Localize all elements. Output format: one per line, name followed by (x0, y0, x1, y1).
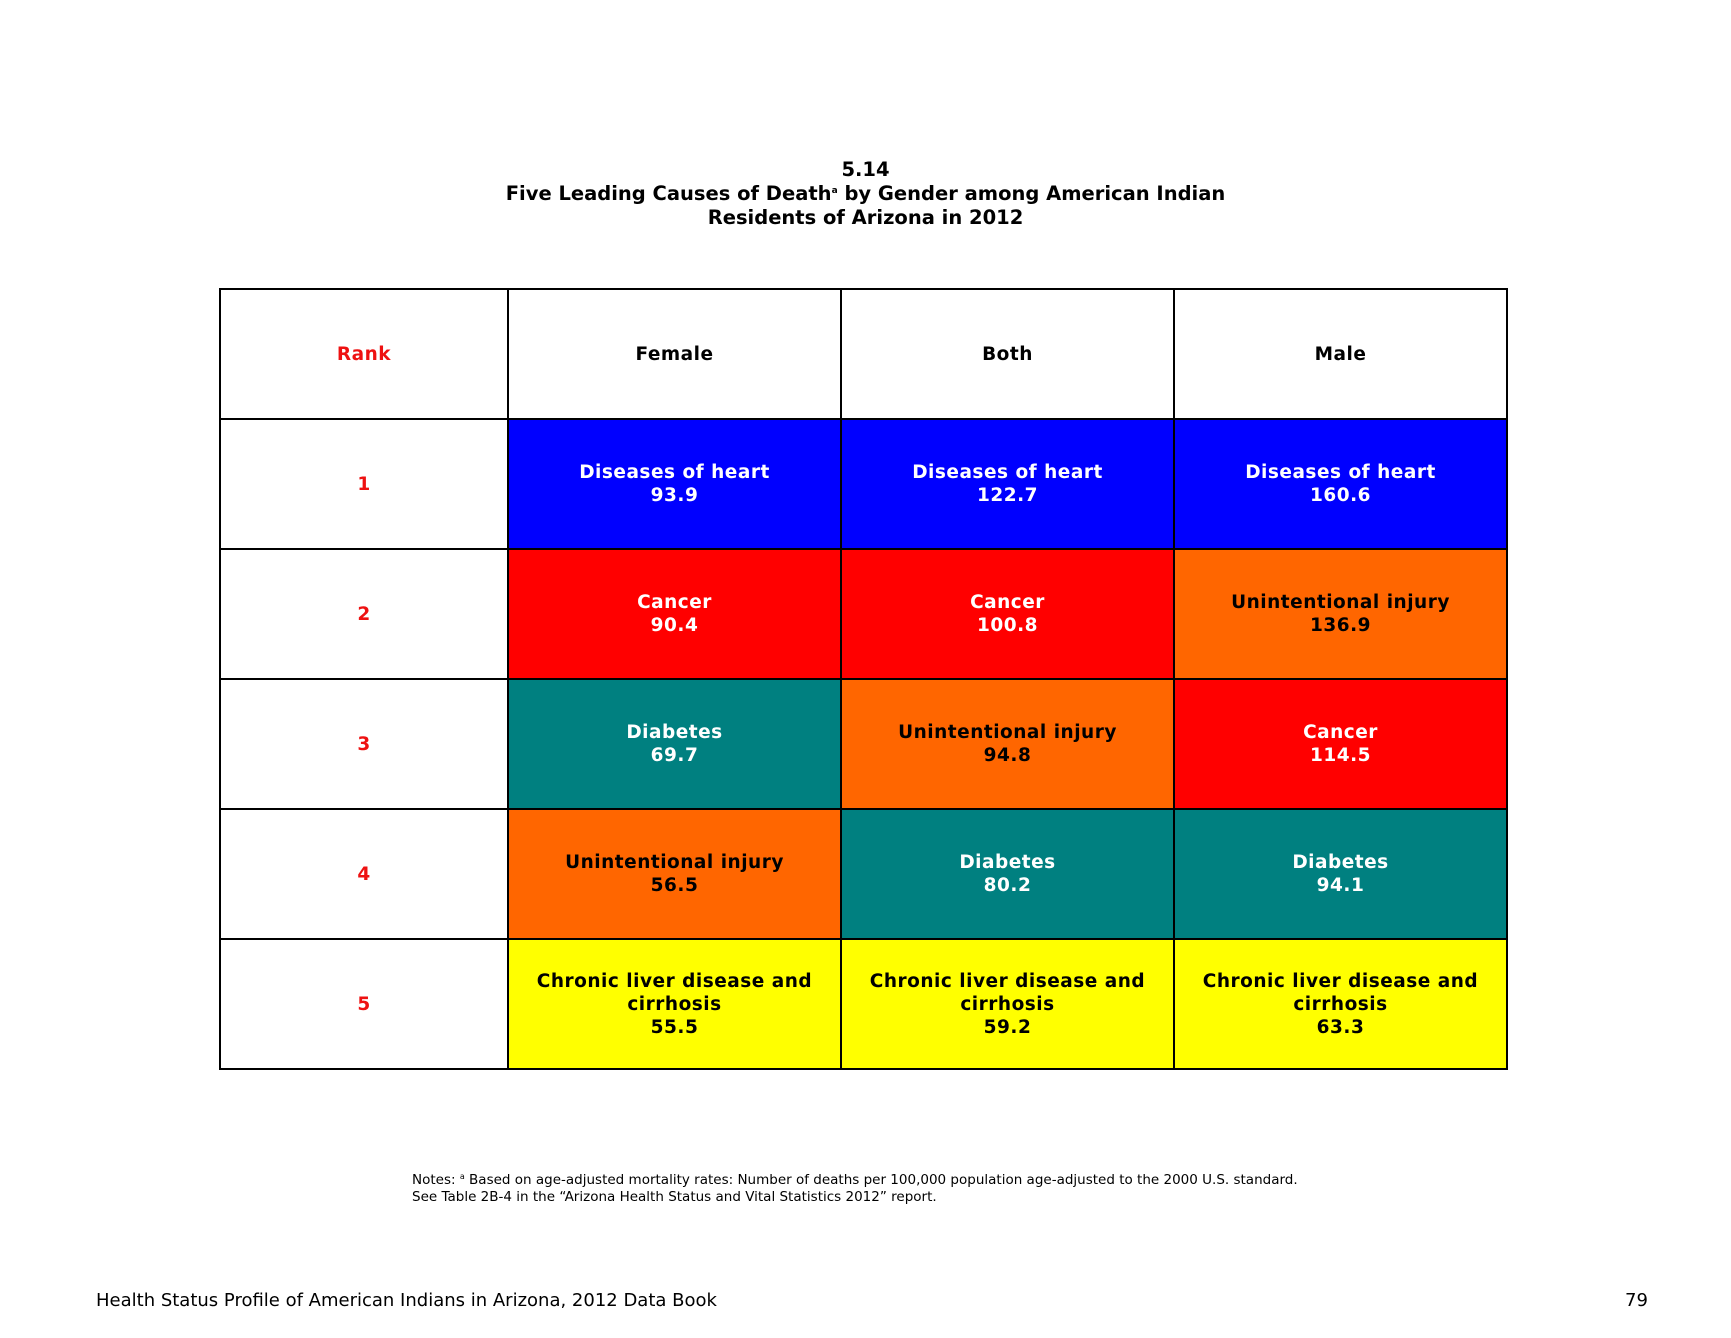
cause-name: Unintentional injury (898, 722, 1117, 743)
title-line-1-rest: by Gender among American Indian (837, 182, 1226, 205)
female-cause-cell (508, 679, 841, 809)
causes-of-death-table (219, 288, 1508, 1070)
cause-rate: 63.3 (1316, 1016, 1365, 1038)
cause-name: Chronic liver disease and cirrhosis (869, 970, 1146, 1015)
header-male: Male (1174, 289, 1507, 419)
cause-name: Chronic liver disease and cirrhosis (536, 970, 813, 1015)
rank-cell: 5 (220, 939, 508, 1069)
both-cause-cell (841, 549, 1174, 679)
both-cause-cell (841, 679, 1174, 809)
table-row (220, 679, 1507, 809)
cause-rate: 94.8 (983, 745, 1032, 766)
rank-cell: 2 (220, 549, 508, 679)
table-notes (412, 1172, 1298, 1206)
table-row (220, 549, 1507, 679)
cause-rate: 114.5 (1309, 745, 1372, 766)
table-title (0, 158, 1731, 230)
notes-footnote-marker: a (459, 1172, 465, 1181)
cause-rate: 56.5 (650, 875, 699, 896)
cause-name: Diabetes (959, 852, 1056, 873)
both-cause-cell (841, 809, 1174, 939)
cause-rate: 94.1 (1316, 875, 1365, 896)
cause-name: Diabetes (1292, 852, 1389, 873)
cause-name: Cancer (970, 592, 1045, 613)
cause-rate: 59.2 (983, 1016, 1032, 1038)
male-cause-cell (1174, 679, 1507, 809)
rank-cell: 3 (220, 679, 508, 809)
header-both: Both (841, 289, 1174, 419)
cause-name: Unintentional injury (1231, 592, 1450, 613)
cause-rate: 100.8 (976, 615, 1039, 636)
cause-name: Cancer (1303, 722, 1378, 743)
male-cause-cell (1174, 939, 1507, 1069)
table-row (220, 809, 1507, 939)
cause-name: Chronic liver disease and cirrhosis (1202, 970, 1479, 1015)
cause-name: Diabetes (626, 722, 723, 743)
cause-rate: 160.6 (1309, 485, 1372, 506)
rank-cell: 4 (220, 809, 508, 939)
table-number: 5.14 (841, 158, 890, 181)
notes-line-1-text: Based on age-adjusted mortality rates: Number of deaths per 100,000 population age-adjusted to the 2000 U.S. standard. (464, 1172, 1298, 1188)
footer-book-title: Health Status Profile of American Indians in Arizona, 2012 Data Book (96, 1290, 717, 1311)
cause-rate: 136.9 (1309, 615, 1372, 636)
female-cause-cell (508, 809, 841, 939)
cause-name: Unintentional injury (565, 852, 784, 873)
header-female: Female (508, 289, 841, 419)
page-number: 79 (1625, 1290, 1648, 1311)
cause-rate: 90.4 (650, 615, 699, 636)
notes-line-2: See Table 2B-4 in the “Arizona Health Status and Vital Statistics 2012” report. (412, 1189, 937, 1205)
both-cause-cell (841, 419, 1174, 549)
cause-rate: 80.2 (983, 875, 1032, 896)
title-line-1-main: Five Leading Causes of Death (505, 182, 832, 205)
footnote-marker: a (831, 186, 838, 196)
cause-name: Diseases of heart (1245, 462, 1436, 483)
cause-rate: 69.7 (650, 745, 699, 766)
cause-rate: 55.5 (650, 1016, 699, 1038)
male-cause-cell (1174, 419, 1507, 549)
table-row (220, 939, 1507, 1069)
rank-cell: 1 (220, 419, 508, 549)
table-row (220, 419, 1507, 549)
female-cause-cell (508, 939, 841, 1069)
cause-name: Diseases of heart (579, 462, 770, 483)
cause-name: Diseases of heart (912, 462, 1103, 483)
cause-name: Cancer (637, 592, 712, 613)
header-rank: Rank (220, 289, 508, 419)
notes-prefix: Notes: (412, 1172, 460, 1188)
both-cause-cell (841, 939, 1174, 1069)
cause-rate: 122.7 (976, 485, 1039, 506)
title-line-2: Residents of Arizona in 2012 (707, 206, 1024, 229)
female-cause-cell (508, 419, 841, 549)
male-cause-cell (1174, 549, 1507, 679)
female-cause-cell (508, 549, 841, 679)
male-cause-cell (1174, 809, 1507, 939)
header-row (220, 289, 1507, 419)
notes-line-1 (412, 1172, 1298, 1189)
title-line-1 (0, 182, 1731, 206)
cause-rate: 93.9 (650, 485, 699, 506)
